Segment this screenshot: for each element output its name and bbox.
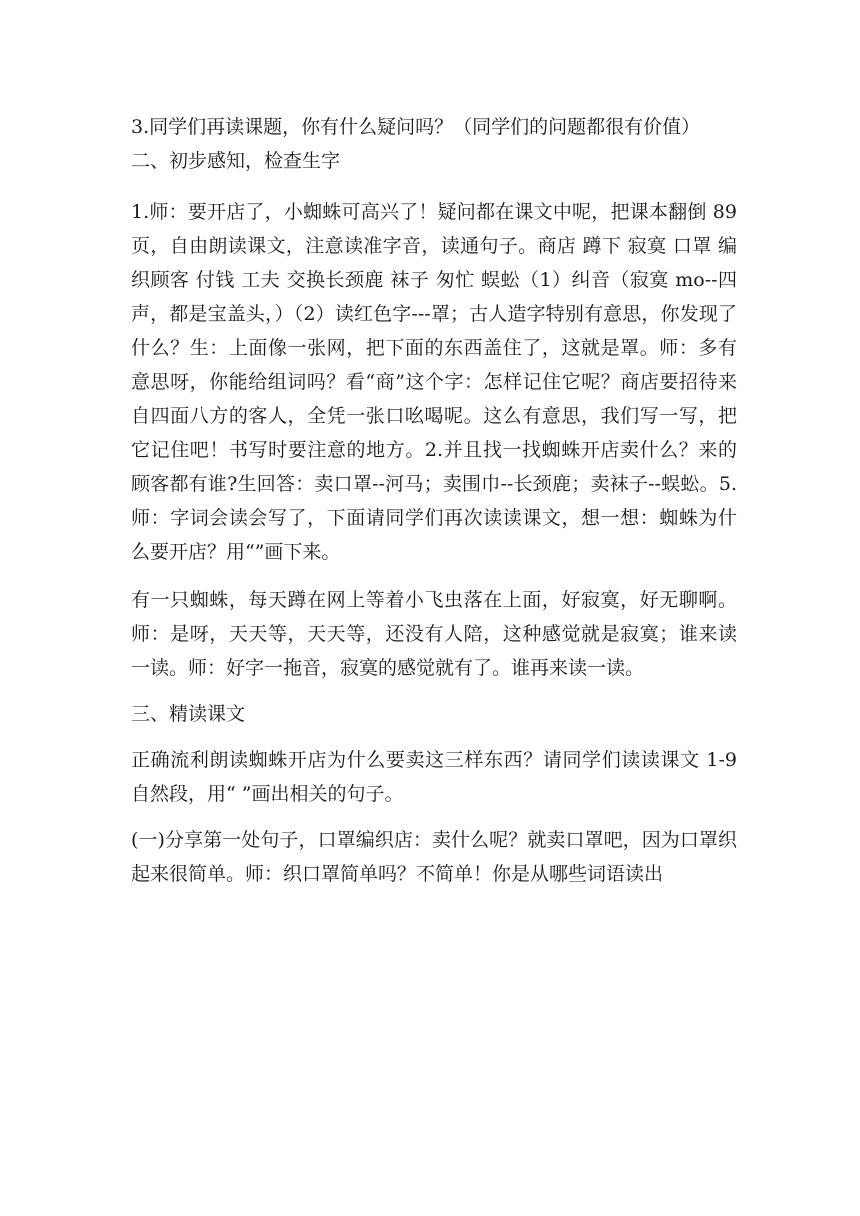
lesson-paragraph-mask-shop: (一)分享第一处句子，口罩编织店：卖什么呢？就卖口罩吧，因为口罩织起来很简单。师：织口罩简单吗？不简单！你是从哪些词语读出	[131, 829, 737, 885]
section-heading-perception: 二、初步感知，检查生字	[131, 150, 341, 172]
lesson-paragraph-lonely: 有一只蜘蛛，每天蹲在网上等着小飞虫落在上面，好寂寞，好无聊啊。师：是呀，天天等，天天等，还没有人陪，这种感觉就是寂寞；谁来读一读。师：好字一拖音，寂寞的感觉就有了。谁再来读一读。	[131, 589, 737, 679]
lesson-paragraph-task: 正确流利朗读蜘蛛开店为什么要卖这三样东西？请同学们读读课文 1-9 自然段，用“ ”画出相关的句子。	[131, 749, 737, 805]
lesson-paragraph-characters: 1.师：要开店了，小蜘蛛可高兴了！疑问都在课文中呢，把课本翻倒 89 页，自由朗读课文，注意读准字音，读通句子。商店 蹲下 寂寞 口罩 编织顾客 付钱 工夫 交换长颈鹿 袜子 匆忙 蜈蚣（1）纠音（寂寞 mo--四声，都是宝盖头，）（2）读红色字---罩；古人造字特别有意思，你发现了什么？生：上面像一张网，把下面的东西盖住了，这就是罩。师：多有意思呀，你能给组词吗？看“商”这个字：怎样记住它呢？商店要招待来自四面八方的客人，全凭一张口吆喝呢。这么有意思，我们写一写，把它记住吧！书写时要注意的地方。2.并且找一找蜘蛛开店卖什么？来的顾客都有谁?生回答：卖口罩--河马；卖围巾--长颈鹿；卖袜子--蜈蚣。5.师：字词会读会写了，下面请同学们再次读读课文，想一想：蜘蛛为什么要开店？用“”画下来。	[131, 201, 737, 563]
section-heading-close-reading: 三、精读课文	[131, 703, 246, 725]
question-paragraph: 3.同学们再读课题，你有什么疑问吗？（同学们的问题都很有价值）	[131, 116, 701, 138]
document-body	[131, 110, 737, 891]
